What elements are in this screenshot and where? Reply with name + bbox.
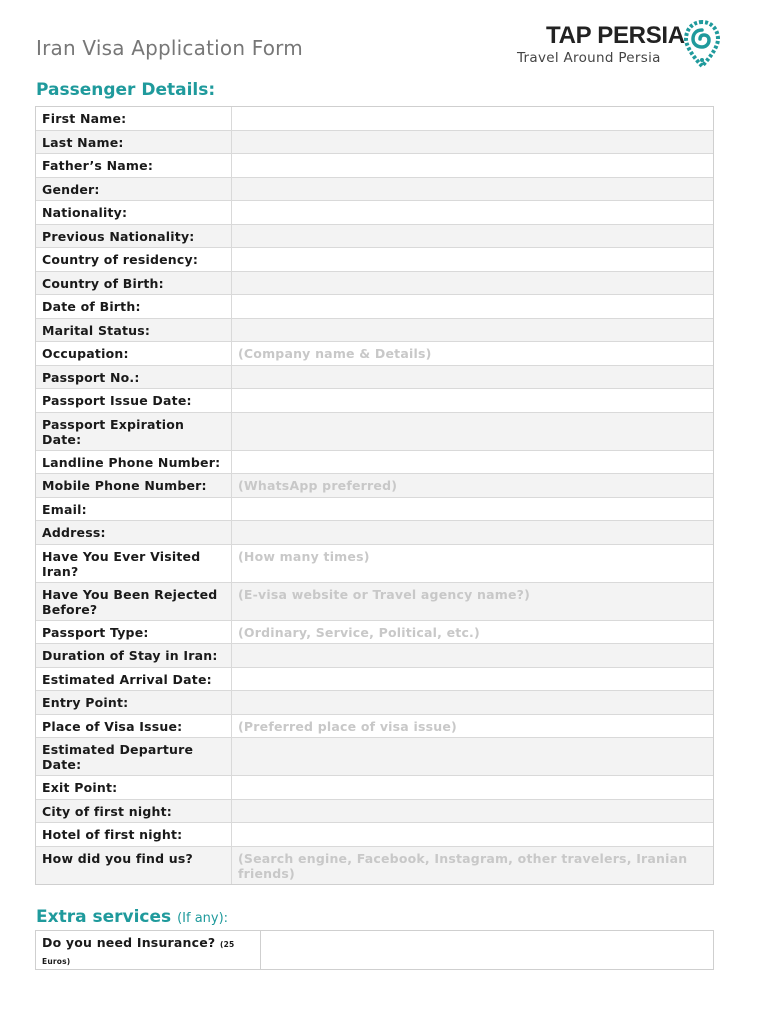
form-row [36,498,713,522]
form-row [36,178,713,202]
form-row [36,621,713,645]
field-label: Hotel of first night: [36,823,232,846]
form-row [36,691,713,715]
field-label: Last Name: [36,131,232,154]
page-header [0,0,770,80]
extra-services-title: Extra services [36,907,172,927]
field-input[interactable] [232,201,713,224]
field-label: City of first night: [36,800,232,823]
field-input[interactable] [232,823,713,846]
field-input[interactable] [232,644,713,667]
form-row [36,295,713,319]
form-row [36,583,713,621]
insurance-value-field[interactable] [261,931,713,969]
field-label: Duration of Stay in Iran: [36,644,232,667]
form-row [36,738,713,776]
field-label: Previous Nationality: [36,225,232,248]
insurance-label-cell [36,931,261,969]
field-label: Marital Status: [36,319,232,342]
form-row [36,342,713,366]
field-input[interactable] [232,248,713,271]
brand-logo-block [516,20,726,72]
field-input[interactable]: (E-visa website or Travel agency name?) [232,583,713,620]
field-label: Gender: [36,178,232,201]
field-label: Entry Point: [36,691,232,714]
field-label: First Name: [36,107,232,130]
form-row [36,847,713,884]
field-input[interactable] [232,691,713,714]
field-input[interactable] [232,521,713,544]
form-row [36,474,713,498]
form-row [36,201,713,225]
field-label: Place of Visa Issue: [36,715,232,738]
field-input[interactable] [232,107,713,130]
field-label: Country of Birth: [36,272,232,295]
passenger-details-table [35,106,714,885]
field-label: Passport Issue Date: [36,389,232,412]
field-label: Passport Type: [36,621,232,644]
form-row [36,248,713,272]
form-row [36,715,713,739]
field-input[interactable] [232,668,713,691]
field-input[interactable]: (How many times) [232,545,713,582]
form-row [36,545,713,583]
field-input[interactable] [232,178,713,201]
extra-services-heading [36,907,228,927]
form-row [36,823,713,847]
field-label: Occupation: [36,342,232,365]
field-input[interactable]: (Ordinary, Service, Political, etc.) [232,621,713,644]
form-row [36,225,713,249]
form-row [36,272,713,296]
form-row [36,107,713,131]
field-input[interactable] [232,800,713,823]
form-row [36,319,713,343]
field-input[interactable] [232,451,713,474]
field-label: Nationality: [36,201,232,224]
field-label: Landline Phone Number: [36,451,232,474]
field-input[interactable] [232,131,713,154]
insurance-price: (25 Euros) [42,940,235,966]
field-label: Exit Point: [36,776,232,799]
field-input[interactable]: (Preferred place of visa issue) [232,715,713,738]
form-row [36,389,713,413]
field-label: Have You Been Rejected Before? [36,583,232,620]
form-row [36,521,713,545]
page-title: Iran Visa Application Form [36,36,303,60]
brand-name: TAP PERSIA [546,22,685,49]
field-label: Date of Birth: [36,295,232,318]
field-input[interactable] [232,154,713,177]
field-label: Estimated Departure Date: [36,738,232,775]
insurance-label: Do you need Insurance? [42,935,216,950]
field-label: Estimated Arrival Date: [36,668,232,691]
field-label: Country of residency: [36,248,232,271]
form-row [36,668,713,692]
field-input[interactable]: (Search engine, Facebook, Instagram, other travelers, Iranian friends) [232,847,713,884]
field-input[interactable] [232,225,713,248]
field-input[interactable] [232,295,713,318]
field-label: Have You Ever Visited Iran? [36,545,232,582]
field-input[interactable] [232,413,713,450]
field-label: Address: [36,521,232,544]
extra-services-table [35,930,714,970]
field-input[interactable] [232,738,713,775]
form-row [36,413,713,451]
field-label: How did you find us? [36,847,232,884]
form-row [36,644,713,668]
map-pin-logo-icon [684,20,720,68]
form-row [36,776,713,800]
field-label: Father’s Name: [36,154,232,177]
form-row [36,366,713,390]
field-label: Email: [36,498,232,521]
form-row [36,451,713,475]
passenger-details-heading: Passenger Details: [36,80,216,100]
field-input[interactable] [232,272,713,295]
field-input[interactable]: (WhatsApp preferred) [232,474,713,497]
field-input[interactable] [232,498,713,521]
form-row [36,154,713,178]
extra-services-note: (If any): [177,911,229,926]
field-label: Passport No.: [36,366,232,389]
field-input[interactable] [232,776,713,799]
field-label: Mobile Phone Number: [36,474,232,497]
brand-tagline: Travel Around Persia [517,50,661,66]
field-input[interactable] [232,366,713,389]
field-input[interactable] [232,389,713,412]
form-row [36,131,713,155]
field-input[interactable]: (Company name & Details) [232,342,713,365]
field-input[interactable] [232,319,713,342]
form-row [36,800,713,824]
field-label: Passport Expiration Date: [36,413,232,450]
